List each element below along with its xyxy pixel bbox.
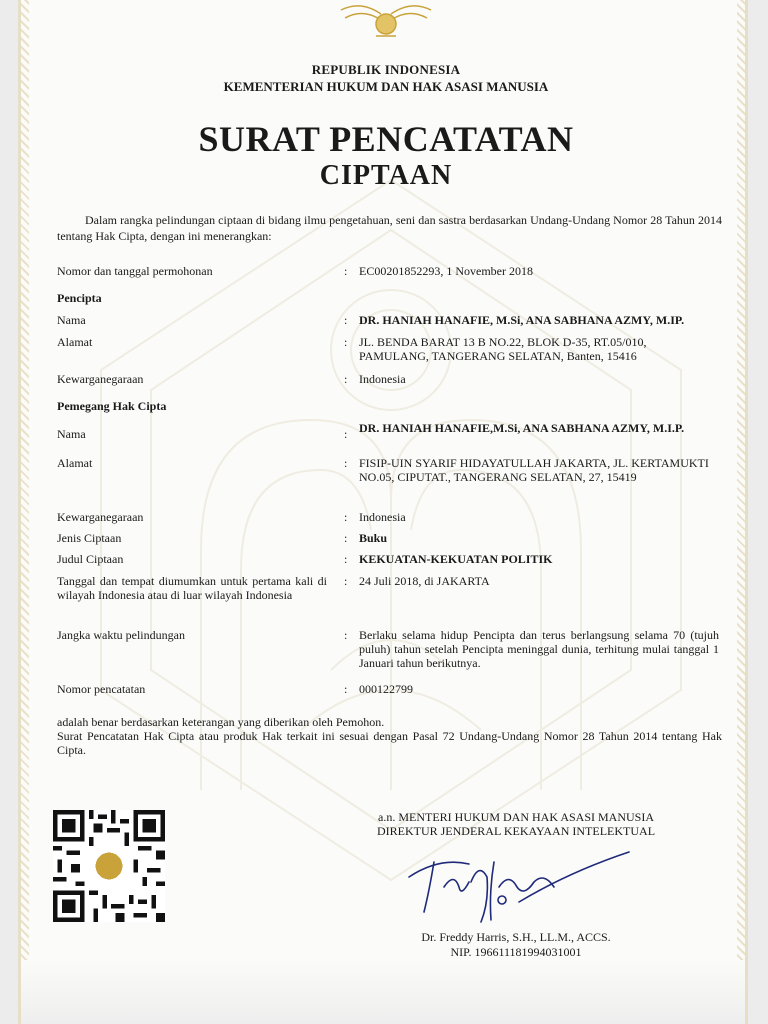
colon: : bbox=[344, 628, 348, 642]
creator-nationality: Indonesia bbox=[359, 372, 406, 386]
creator-names: DR. HANIAH HANAFIE, M.Si, ANA SABHANA AZMY, M.IP. bbox=[359, 313, 685, 327]
work-title: KEKUATAN-KEKUATAN POLITIK bbox=[359, 552, 553, 566]
colon: : bbox=[344, 264, 348, 278]
protection-period: Berlaku selama hidup Pencipta dan terus berlangsung selama 70 (tujuh puluh) tahun setelah Pencipta meninggal dunia, terhitung mulai tanggal 1 Januari tahun berikutnya. bbox=[359, 628, 719, 670]
field-label: Nama bbox=[57, 427, 86, 441]
watermark-ornament bbox=[81, 170, 701, 890]
on-behalf-of: a.n. MENTERI HUKUM DAN HAK ASASI MANUSIA bbox=[378, 810, 654, 824]
colon: : bbox=[344, 456, 348, 470]
holder-names: DR. HANIAH HANAFIE,M.Si, ANA SABHANA AZMY, M.I.P. bbox=[359, 421, 685, 435]
closing-paragraph bbox=[57, 715, 722, 757]
signer-details bbox=[321, 930, 711, 960]
signer-nip: NIP. 196611181994031001 bbox=[450, 945, 582, 959]
colon: : bbox=[344, 335, 348, 349]
ministry-name: KEMENTERIAN HUKUM DAN HAK ASASI MANUSIA bbox=[223, 79, 549, 94]
signature-header bbox=[321, 810, 711, 838]
work-type: Buku bbox=[359, 531, 388, 545]
section-pemegang: Pemegang Hak Cipta bbox=[57, 399, 167, 413]
republic-name: REPUBLIK INDONESIA bbox=[311, 62, 461, 77]
colon: : bbox=[344, 313, 348, 327]
field-label: Kewarganegaraan bbox=[57, 372, 144, 386]
document-subtitle: CIPTAAN bbox=[319, 160, 453, 191]
field-label: Tanggal dan tempat diumumkan untuk pertama kali di wilayah Indonesia atau di luar wilayah Indonesia bbox=[57, 574, 327, 602]
field-label: Jenis Ciptaan bbox=[57, 531, 122, 545]
closing-line-2: Surat Pencatatan Hak Cipta atau produk Hak terkait ini sesuai dengan Pasal 72 Undang-Undang Nomor 28 Tahun 2014 tentang Hak Cipta. bbox=[57, 729, 722, 757]
holder-nationality: Indonesia bbox=[359, 510, 406, 524]
publication-date-place: 24 Juli 2018, di JAKARTA bbox=[359, 574, 490, 588]
colon: : bbox=[344, 510, 348, 524]
signer-name: Dr. Freddy Harris, S.H., LL.M., ACCS. bbox=[421, 930, 611, 944]
field-label: Alamat bbox=[57, 456, 93, 470]
field-label: Judul Ciptaan bbox=[57, 552, 124, 566]
field-label: Kewarganegaraan bbox=[57, 510, 144, 524]
colon: : bbox=[344, 574, 348, 588]
qr-code-icon[interactable] bbox=[53, 810, 165, 922]
paper-bottom-edge bbox=[21, 960, 748, 1024]
application-number: EC00201852293, 1 November 2018 bbox=[359, 264, 533, 278]
field-label: Nomor dan tanggal permohonan bbox=[57, 264, 213, 278]
colon: : bbox=[344, 531, 348, 545]
closing-line-1: adalah benar berdasarkan keterangan yang diberikan oleh Pemohon. bbox=[57, 715, 385, 729]
intro-paragraph: Dalam rangka pelindungan ciptaan di bidang ilmu pengetahuan, seni dan sastra berdasarkan Undang-Undang Nomor 28 Tahun 2014 tentang Hak Cipta, dengan ini menerangkan: bbox=[57, 213, 722, 243]
field-label: Jangka waktu pelindungan bbox=[57, 628, 185, 642]
handwritten-signature bbox=[399, 842, 639, 932]
signer-position: DIREKTUR JENDERAL KEKAYAAN INTELEKTUAL bbox=[376, 824, 656, 838]
field-label: Alamat bbox=[57, 335, 93, 349]
section-pencipta: Pencipta bbox=[57, 291, 102, 305]
colon: : bbox=[344, 372, 348, 386]
certificate-page bbox=[18, 0, 748, 1024]
colon: : bbox=[344, 427, 348, 441]
field-label: Nomor pencatatan bbox=[57, 682, 146, 696]
document-title: SURAT PENCATATAN bbox=[198, 119, 574, 159]
colon: : bbox=[344, 682, 348, 696]
registration-number: 000122799 bbox=[359, 682, 413, 696]
garuda-emblem-icon bbox=[331, 0, 441, 42]
holder-address: FISIP-UIN SYARIF HIDAYATULLAH JAKARTA, JL. KERTAMUKTI NO.05, CIPUTAT., TANGERANG SELATAN, 27, 15419 bbox=[359, 456, 709, 484]
field-label: Nama bbox=[57, 313, 86, 327]
creator-address: JL. BENDA BARAT 13 B NO.22, BLOK D-35, RT.05/010, PAMULANG, TANGERANG SELATAN, Banten, 15416 bbox=[359, 335, 647, 363]
issuer-header bbox=[21, 62, 748, 95]
colon: : bbox=[344, 552, 348, 566]
